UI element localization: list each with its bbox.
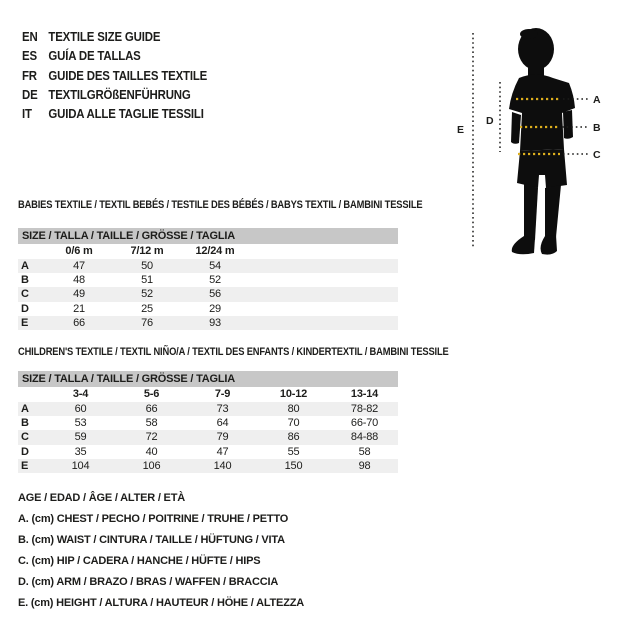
table-cell: 25 [141,302,153,315]
language-row-de [22,85,232,104]
table-cell: 35 [74,445,87,458]
table-row [18,445,398,459]
table-cell: 78-82 [350,403,379,415]
legend-hip: C. (cm) HIP / CADERA / HANCHE / HÜFTE / HIPS [18,555,261,567]
language-row-es [22,46,232,65]
table-cell: 79 [216,431,229,444]
table-cell: 21 [73,302,85,315]
table-row [18,316,398,330]
table-cell: 66-70 [350,417,379,430]
language-list [22,27,232,123]
language-code: DE [22,86,38,102]
table-cell: 50 [141,260,153,272]
row-label: A [21,260,29,272]
language-code: IT [22,106,32,122]
table-cell: 58 [358,445,371,458]
child-silhouette-icon [509,28,575,255]
table-row [18,430,398,444]
column-header: 7-9 [214,388,231,400]
column-header: 10-12 [279,388,308,400]
column-header: 0/6 m [65,245,93,257]
language-code: EN [22,29,38,44]
legend-waist: B. (cm) WAIST / CINTURA / TAILLE / HÜFTUNG / VITA [18,534,285,546]
row-label: D [21,302,29,315]
table-cell: 58 [145,417,158,430]
table-cell: 76 [141,316,153,329]
table-cell: 54 [209,260,221,272]
language-code: FR [22,67,37,83]
table-cell: 140 [213,459,232,472]
language-row-fr [22,66,232,85]
table-cell: 40 [145,445,158,458]
language-label: GUÍA DE TALLAS [48,48,141,64]
table-cell: 55 [287,445,300,458]
legend-arm: D. (cm) ARM / BRAZO / BRAS / WAFFEN / BRACCIA [18,576,279,588]
table-cell: 60 [74,403,87,415]
table-cell: 80 [287,403,300,415]
table-cell: 73 [216,403,229,415]
language-label: GUIDA ALLE TAGLIE TESSILI [48,106,204,122]
table-cell: 51 [141,274,153,287]
table-cell: 93 [209,316,221,329]
table-cell: 106 [142,459,161,472]
column-header: 7/12 m [130,245,164,257]
table-cell: 66 [145,403,158,415]
table-cell: 47 [216,445,229,458]
table-row [18,402,398,416]
table-row [18,287,398,301]
marker-label-a: A [593,94,601,106]
table-cell: 64 [216,417,229,430]
measurement-legend [18,488,304,614]
size-header-band: SIZE / TALLA / TAILLE / GRÖSSE / TAGLIA [18,371,398,387]
column-header: 12/24 m [195,245,235,257]
language-label: TEXTILGRÖßENFÜHRUNG [48,86,191,102]
column-header: 5-6 [143,388,160,400]
table-cell: 70 [287,417,300,430]
table-cell: 72 [145,431,158,444]
row-label: E [21,459,29,472]
table-row [18,416,398,430]
legend-chest: A. (cm) CHEST / PECHO / POITRINE / TRUHE / PETTO [18,513,289,525]
table-cell: 53 [74,417,87,430]
row-label: E [21,316,29,329]
table-cell: 86 [287,431,300,444]
marker-label-b: B [593,122,601,134]
marker-label-c: C [593,149,601,161]
row-label: B [21,417,29,430]
table-row [18,459,398,473]
table-cell: 48 [73,274,85,287]
table-cell: 56 [209,288,221,301]
language-row-it [22,104,232,123]
table-cell: 66 [73,316,85,329]
table-cell: 104 [71,459,90,472]
column-header: 3-4 [72,388,89,400]
row-label: D [21,445,29,458]
marker-label-e: E [457,124,464,136]
marker-label-d: D [486,115,494,127]
table-cell: 98 [358,459,371,472]
row-label: C [21,431,29,444]
row-label: A [21,403,29,415]
table-cell: 59 [74,431,87,444]
column-header: 13-14 [350,388,379,400]
table-cell: 49 [73,288,85,301]
table-cell: 52 [141,288,153,301]
babies-size-table [18,228,398,330]
column-header-row [18,387,398,402]
table-row [18,302,398,316]
language-code: ES [22,48,37,64]
column-header-row [18,244,398,259]
language-row-en [22,27,232,46]
table-cell: 47 [73,260,85,272]
babies-section-title: BABIES TEXTILE / TEXTIL BEBÉS / TESTILE DES BÉBÉS / BABYS TEXTIL / BAMBINI TESSILE [18,199,423,211]
legend-height: E. (cm) HEIGHT / ALTURA / HAUTEUR / HÖHE / ALTEZZA [18,597,304,609]
size-header-band: SIZE / TALLA / TAILLE / GRÖSSE / TAGLIA [18,228,398,244]
row-label: B [21,274,29,287]
children-size-table [18,371,398,473]
table-row [18,259,398,273]
measurement-figure [450,25,610,265]
children-section-title: CHILDREN'S TEXTILE / TEXTIL NIÑO/A / TEXTIL DES ENFANTS / KINDERTEXTIL / BAMBINI TESSILE [18,346,449,358]
language-label: TEXTILE SIZE GUIDE [48,29,161,44]
table-cell: 84-88 [350,431,379,444]
legend-age: AGE / EDAD / ÂGE / ALTER / ETÀ [18,492,185,504]
row-label: C [21,288,29,301]
table-cell: 29 [209,302,221,315]
table-cell: 52 [209,274,221,287]
language-label: GUIDE DES TAILLES TEXTILE [48,67,208,83]
table-cell: 150 [284,459,303,472]
table-row [18,273,398,287]
